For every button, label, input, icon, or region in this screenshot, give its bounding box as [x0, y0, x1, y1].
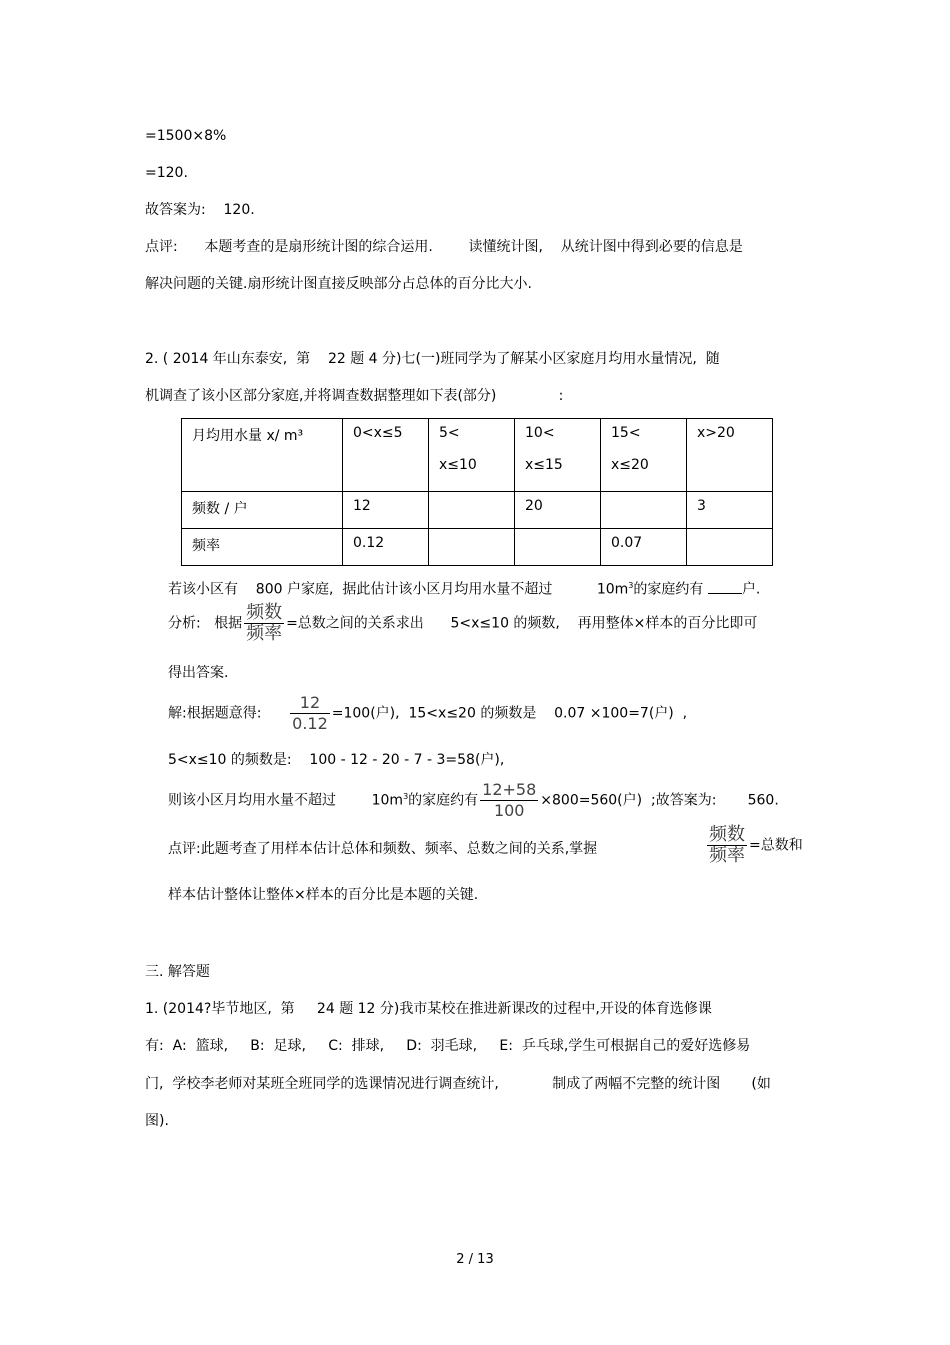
- table-row: [182, 529, 773, 566]
- table-cell: 12: [343, 492, 429, 529]
- solution-prefix: 解:根据题意得:: [168, 705, 289, 722]
- solution-3-mid: 的家庭约有: [408, 792, 479, 809]
- table-cell: [429, 492, 515, 529]
- review-2-line-2: 样本估计整体让整体×样本的百分比是本题的关键.: [168, 887, 479, 903]
- line-2: =120.: [145, 165, 188, 181]
- table-cell: 5< x≤10: [429, 419, 515, 492]
- estimate-question: [168, 577, 760, 599]
- estimate-end: 户.: [741, 581, 761, 598]
- table-cell: [429, 529, 515, 566]
- fraction-denominator: 频率: [246, 623, 283, 644]
- table-cell: 10< x≤15: [515, 419, 601, 492]
- fraction-numerator: 频数: [246, 602, 283, 623]
- review-2-line-1: 点评:此题考查了用样本估计总体和频数、频率、总数之间的关系,掌握: [168, 841, 598, 857]
- fraction-70-over-100: [480, 780, 538, 821]
- table-cell: 0.07: [601, 529, 687, 566]
- table-header-row: [182, 419, 773, 492]
- table-cell: x>20: [687, 419, 773, 492]
- superscript: 3: [628, 581, 634, 590]
- line-3: 故答案为: 120.: [145, 202, 255, 218]
- table-cell: [515, 529, 601, 566]
- fraction-denominator: 100: [493, 801, 525, 820]
- table-cell: [687, 529, 773, 566]
- fraction-freq-rate: [707, 825, 747, 866]
- table-cell: 20: [515, 492, 601, 529]
- table-cell: 15< x≤20: [601, 419, 687, 492]
- estimate-text-2: 的家庭约有: [633, 581, 704, 598]
- analysis-line-2: 得出答案.: [168, 665, 229, 681]
- problem-1-line-3: 门, 学校李老师对某班全班同学的选课情况进行调查统计, 制成了两幅不完整的统计图 (如: [145, 1076, 771, 1092]
- problem-1-line-4: 图).: [145, 1113, 169, 1129]
- answer-blank: [708, 579, 742, 594]
- solution-line-3: [168, 780, 779, 821]
- problem-1-line-2: 有: A: 篮球, B: 足球, C: 排球, D: 羽毛球, E: 乒乓球,学生可根据自己的爱好选修易: [145, 1038, 751, 1054]
- fraction-12-over-012: [290, 693, 330, 734]
- analysis-line-1: [168, 603, 757, 644]
- review-line-2: 解决问题的关键.扇形统计图直接反映部分占总体的百分比大小.: [145, 276, 532, 292]
- solution-suffix: =100(户), 15<x≤20 的频数是 0.07 ×100=7(户) ,: [331, 705, 688, 722]
- solution-line-2: 5<x≤10 的频数是: 100 - 12 - 20 - 7 - 3=58(户),: [168, 752, 505, 768]
- solution-3-suffix: ×800=560(户) ;故答案为: 560.: [540, 792, 779, 809]
- table-cell: 0<x≤5: [343, 419, 429, 492]
- line-1: =1500×8%: [145, 128, 227, 144]
- page-number: 2 / 13: [456, 1252, 494, 1267]
- fraction-denominator: 0.12: [292, 714, 328, 733]
- question-2-line-2: 机调查了该小区部分家庭,并将调查数据整理如下表(部分) :: [145, 388, 564, 404]
- fraction-numerator: 12: [290, 693, 330, 714]
- table-cell: 频率: [182, 529, 343, 566]
- analysis-suffix: =总数之间的关系求出 5<x≤10 的频数, 再用整体×样本的百分比即可: [286, 615, 758, 632]
- superscript: 3: [403, 791, 409, 801]
- water-usage-table: [181, 418, 773, 566]
- fraction-denominator: 频率: [709, 845, 745, 866]
- table-cell: 频数 / 户: [182, 492, 343, 529]
- section-3-title: 三. 解答题: [145, 964, 210, 980]
- question-2-line-1: 2. ( 2014 年山东泰安, 第 22 题 4 分)七(一)班同学为了解某小区家庭月均用水量情况, 随: [145, 351, 720, 367]
- table-cell: 月均用水量 x/ m³: [182, 419, 343, 492]
- table-cell: [601, 492, 687, 529]
- solution-line-1: [168, 693, 687, 734]
- fraction-numerator: 频数: [709, 824, 745, 845]
- table-cell: 0.12: [343, 529, 429, 566]
- estimate-text: 若该小区有 800 户家庭, 据此估计该小区月均用水量不超过 10m: [168, 581, 629, 598]
- fraction-freq-rate: [244, 603, 284, 644]
- solution-3-prefix: 则该小区月均用水量不超过 10m: [168, 792, 404, 809]
- problem-1-line-1: 1. (2014?毕节地区, 第 24 题 12 分)我市某校在推进新课改的过程中,开设的体育选修课: [145, 1001, 712, 1017]
- review-suffix: =总数和: [749, 837, 803, 854]
- table-row: [182, 492, 773, 529]
- fraction-numerator: 12+58: [482, 780, 537, 799]
- analysis-prefix: 分析: 根据: [168, 615, 243, 632]
- table-cell: 3: [687, 492, 773, 529]
- review-line-1: 点评: 本题考查的是扇形统计图的综合运用. 读懂统计图, 从统计图中得到必要的信息是: [145, 239, 743, 255]
- review-2-fraction: [705, 825, 803, 866]
